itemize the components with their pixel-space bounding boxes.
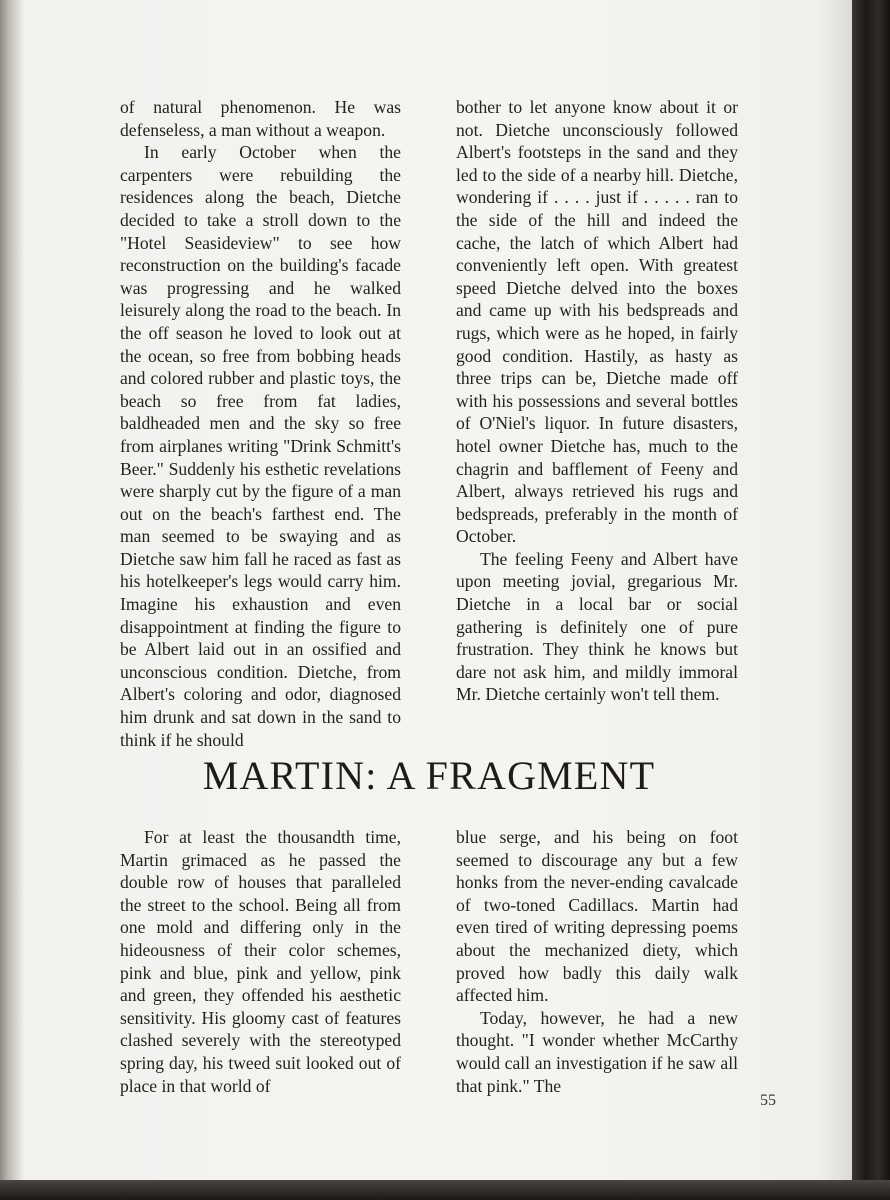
book-cover-edge (852, 0, 890, 1200)
paragraph: The feeling Feeny and Albert have upon meeting jovial, gregarious Mr. Dietche in a local bar or social gathering is definitely one of pure frustration. They think he knows but dare not ask him, and mildly immoral Mr. Dietche certainly won't tell them. (456, 548, 738, 705)
paragraph: blue serge, and his being on foot seemed to discourage any but a few honks from the never-ending cavalcade of two-toned Cadillacs. Martin had even tired of writing depressing poems about the mechanized diety, which proved how badly this daily walk affected him. (456, 827, 738, 1006)
story-left-column (120, 826, 401, 1097)
book-gutter (0, 0, 24, 1180)
paragraph: bother to let anyone know about it or not. Dietche unconsciously followed Albert's footsteps in the sand and they led to the side of a nearby hill. Dietche, wondering if . . . . just if . . . . . ran to the side of the hill and indeed the cache, the latch of which Albert had conveniently left open. With greatest speed Dietche delved into the boxes and came up with his bedspreads and rugs, which were as he hoped, in fairly good condition. Hastily, as hasty as three trips can be, Dietche made off with his possessions and several bottles of O'Niel's liquor. In future disasters, hotel owner Dietche has, much to the chagrin and bafflement of Feeny and Albert, always retrieved his rugs and bedspreads, preferably in the month of October. (456, 97, 738, 547)
paragraph: In early October when the carpenters were rebuilding the residences along the beach, Dietche decided to take a stroll down to the "Hotel Seasideview" to see how reconstruction on the building's facade was progressing and he walked leisurely along the road to the beach. In the off season he loved to look out at the ocean, so free from bobbing heads and colored rubber and plastic toys, the beach so free from fat ladies, baldheaded men and the sky so free from airplanes writing "Drink Schmitt's Beer." Suddenly his esthetic revelations were sharply cut by the figure of a man out on the beach's farthest end. The man seemed to be swaying and as Dietche saw him fall he raced as fast as his hotelkeeper's legs would carry him. Imagine his exhaustion and even disappointment at finding the figure to be Albert laid out in an ossified and unconscious condition. Dietche, from Albert's coloring and odor, diagnosed him drunk and sat down in the sand to think if he should (120, 142, 401, 750)
story-title: MARTIN: A FRAGMENT (202, 753, 656, 798)
page-number: 55 (760, 1092, 776, 1109)
paragraph: For at least the thousandth time, Martin grimaced as he passed the double row of houses that paralleled the street to the school. Being all from one mold and differing only in the hideousness of their color schemes, pink and blue, pink and yellow, pink and green, they offended his aesthetic sensitivity. His gloomy cast of features clashed severely with the stereotyped spring day, his tweed suit looked out of place in that world of (120, 827, 401, 1096)
paragraph: of natural phenomenon. He was defenseless, a man without a weapon. (120, 97, 401, 140)
article-left-column (120, 96, 401, 751)
story-right-column (456, 826, 738, 1097)
article-right-column (456, 96, 738, 706)
book-bottom-edge (0, 1180, 890, 1200)
paragraph: Today, however, he had a new thought. "I wonder whether McCarthy would call an investigation if he saw all that pink." The (456, 1007, 738, 1096)
